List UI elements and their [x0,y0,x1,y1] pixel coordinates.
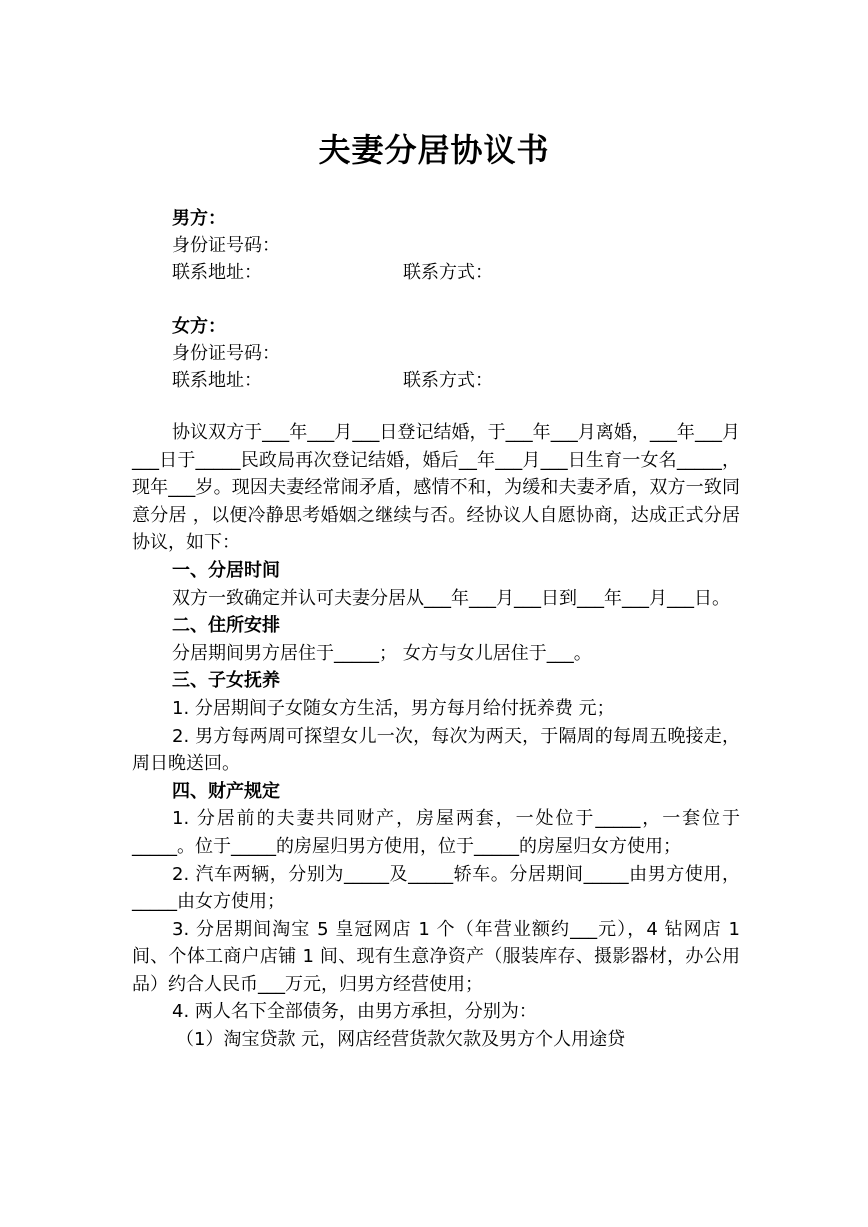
intro-paragraph: 协议双方于___年___月___日登记结婚，于___年___月离婚，___年___月___日于_____民政局再次登记结婚，婚后__年___月___日生育一女名_____，现年___岁。现因夫妻经常闹矛盾，感情不和，为缓和夫妻矛盾，双方一致同意分居 ，以便冷静思考婚姻之继续与否。经协议人自愿协商，达成正式分居协议，如下： [132,422,740,554]
wife-id-label: 身份证号码： [172,343,280,364]
section3-item1: 1. 分居期间子女随女方生活，男方每月给付抚养费 元； [172,697,615,719]
husband-id-label: 身份证号码： [172,235,280,256]
wife-contact-label: 联系方式： [403,370,493,391]
section4-title: 四、财产规定 [172,780,280,802]
section4-item4: 4. 两人名下全部债务，由男方承担，分别为： [172,1001,537,1023]
wife-address-label: 联系地址： [172,370,262,391]
husband-contact-label: 联系方式： [403,262,493,283]
section4-item2: 2. 汽车两辆，分别为_____及_____轿车。分居期间_____由男方使用，_____由女方使用； [132,863,740,913]
section4-item4-sub1: （1）淘宝贷款 元，网店经营货款欠款及男方个人用途贷 [176,1029,626,1051]
section4-item3: 3. 分居期间淘宝 5 皇冠网店 1 个（年营业额约___元），4 钻网店 1 间、个体工商户店铺 1 间、现有生意净资产（服装库存、摄影器材，办公用品）约合人民币___万元，归男方经营使用； [132,918,740,995]
section3-item2: 2. 男方每两周可探望女儿一次，每次为两天，于隔周的每周五晚接走，周日晚送回。 [132,725,740,775]
section4-item1: 1. 分居前的夫妻共同财产，房屋两套，一处位于_____，一套位于_____。位于_____的房屋归男方使用，位于_____的房屋归女方使用； [132,808,740,857]
section3-title: 三、子女抚养 [172,670,280,692]
section2-text: 分居期间男方居住于_____； 女方与女儿居住于___。 [172,642,592,664]
husband-address-label: 联系地址： [172,262,262,283]
wife-info [172,313,772,394]
document-title: 夫妻分居协议书 [318,131,550,169]
section1-text: 双方一致确定并认可夫妻分居从___年___月___日到___年___月___日。 [172,587,730,609]
section2-title: 二、住所安排 [172,615,280,637]
husband-info [172,205,772,286]
husband-heading: 男方： [172,208,226,229]
husband-address-row [172,259,772,286]
agreement-body [132,419,740,1054]
section1-title: 一、分居时间 [172,559,280,581]
wife-address-row [172,367,772,394]
wife-heading: 女方： [172,316,226,337]
